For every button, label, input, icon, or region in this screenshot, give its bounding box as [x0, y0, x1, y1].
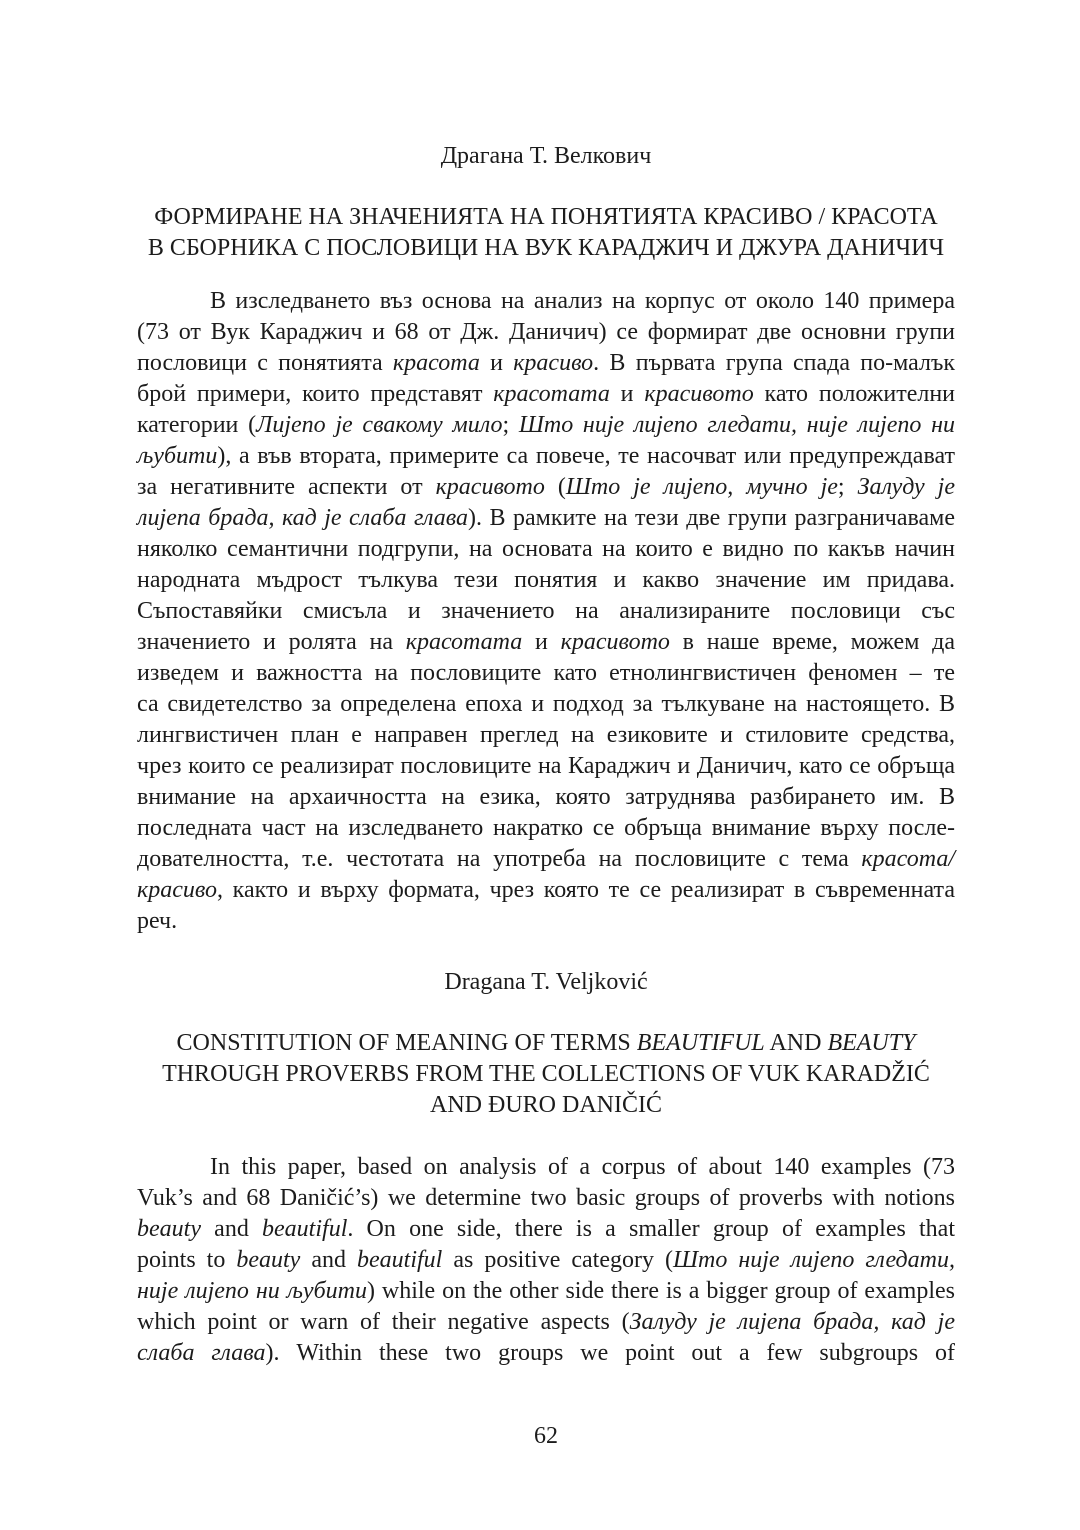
text-run: ). В рамките на тези две групи разграничаваме — [468, 505, 955, 531]
title-line — [137, 1090, 955, 1121]
text-run: as positive category ( — [442, 1247, 673, 1273]
text-run: ), а във втората, примерите са повече, те насочват или предупреждават — [217, 443, 955, 469]
abstract-line — [137, 441, 955, 472]
abstract-line — [137, 472, 955, 503]
abstract-line-text — [137, 720, 955, 751]
abstract-line-text — [137, 410, 955, 441]
text-run: AND ĐURO DANIČIĆ — [430, 1092, 662, 1118]
abstract-line-text — [137, 596, 955, 627]
abstract-line — [137, 1276, 955, 1307]
text-run: ФОРМИРАНЕ НА ЗНАЧЕНИЯТА НА ПОНЯТИЯТА КРАСИВО / КРАСОТА — [154, 204, 938, 230]
text-run: последната част на изследването накратко се обръща внимание върху после- — [137, 815, 955, 841]
abstract-line — [210, 286, 955, 317]
text-run: points to — [137, 1247, 237, 1273]
text-run: лингвистичен план е направен преглед на езиковите и стиловите средства, — [137, 722, 955, 748]
abstract-line-text — [137, 1245, 955, 1276]
abstract-line-text — [137, 875, 955, 906]
abstract-line — [137, 658, 955, 689]
text-run: THROUGH PROVERBS FROM THE COLLECTIONS OF VUK KARADŽIĆ — [162, 1061, 930, 1087]
abstract-line-text — [137, 534, 955, 565]
abstract-line — [137, 689, 955, 720]
text-run: като положителни — [753, 381, 956, 407]
abstract-line-text — [137, 1338, 955, 1369]
abstract-line — [137, 782, 955, 813]
title-line — [137, 1059, 955, 1090]
text-run: ; — [502, 412, 519, 438]
text-run: са свидетелство за определена епоха и подход за тълкуване на настоящето. В — [137, 691, 955, 717]
italic-text-run: љубити — [137, 443, 218, 469]
abstract-line-text — [137, 503, 955, 534]
italic-text-run: красиво — [513, 350, 594, 376]
page-number: 62 — [534, 1423, 558, 1449]
italic-text-run: красивото — [560, 629, 670, 655]
text-run: народната мъдрост тълкува тези понятия и какво значение им придава. — [137, 567, 955, 593]
abstract-line-text — [137, 1307, 955, 1338]
abstract-line-text — [137, 844, 955, 875]
text-run: чрез които се реализират пословиците на Караджич и Даничич, като се обръща — [137, 753, 955, 779]
abstract-line-text — [137, 1276, 955, 1307]
abstract-line — [137, 565, 955, 596]
abstract-line — [137, 534, 955, 565]
text-run: категории ( — [137, 412, 257, 438]
abstract-line — [137, 348, 955, 379]
text-run: and — [300, 1247, 358, 1273]
italic-text-run: красотата — [405, 629, 523, 655]
text-run: и — [609, 381, 645, 407]
abstract-line-text — [137, 441, 955, 472]
italic-text-run: Што није лијепо гледати, — [672, 1247, 955, 1273]
abstract-line — [137, 379, 955, 410]
text-run: AND — [764, 1030, 828, 1056]
abstract-line — [137, 875, 955, 906]
italic-text-run: красота/ — [861, 846, 955, 872]
abstract-line — [137, 1183, 955, 1214]
text-run: изведем и важността на пословиците като етнолингвистичен феномен – те — [137, 660, 955, 686]
abstract-line-text — [137, 1183, 955, 1214]
text-run: Vuk’s and 68 Daničić’s) we determine two basic groups of proverbs with notions — [137, 1185, 955, 1211]
italic-text-run: красивото — [435, 474, 545, 500]
italic-text-run: лијепа брада, кад је слаба глава — [137, 505, 469, 531]
text-run: . В първата група спада по-малък — [593, 350, 956, 376]
abstract-line — [210, 1152, 955, 1183]
abstract-line-text — [137, 782, 955, 813]
abstract-line-text — [137, 689, 955, 720]
italic-text-run: красивото — [644, 381, 754, 407]
title-line-text — [154, 202, 937, 233]
text-run: and — [200, 1216, 263, 1242]
article-title-bulgarian — [137, 202, 955, 264]
text-run: няколко семантични подгрупи, на основата на които е видно по какъв начин — [137, 536, 955, 562]
abstract-line-text — [137, 348, 955, 379]
text-run: ). Within these two groups we point out a few subgroups of — [265, 1340, 955, 1366]
title-line-text — [177, 1028, 916, 1059]
abstract-line — [137, 503, 955, 534]
author-name-bulgarian: Драгана Т. Велкович — [440, 143, 652, 169]
italic-text-run: beauty — [236, 1247, 301, 1273]
italic-text-run: красиво — [137, 877, 217, 903]
italic-text-run: beauty — [137, 1216, 201, 1242]
abstract-line — [137, 596, 955, 627]
abstract-line-text — [137, 472, 955, 503]
text-run: ; — [837, 474, 858, 500]
italic-text-run: красотата — [493, 381, 610, 407]
italic-text-run: није лијепо ни љубити — [137, 1278, 367, 1304]
title-line-text — [430, 1090, 662, 1121]
italic-text-run: beautiful — [357, 1247, 443, 1273]
italic-text-run: слаба глава — [137, 1340, 266, 1366]
text-run: In this paper, based on analysis of a corpus of about 140 examples (73 — [210, 1154, 955, 1180]
author-name-english: Dragana T. Veljković — [444, 969, 648, 995]
abstract-line — [137, 627, 955, 658]
abstract-line-text — [137, 658, 955, 689]
text-run: реч. — [137, 908, 178, 934]
abstract-line — [137, 1338, 955, 1369]
abstract-line-text — [137, 627, 955, 658]
text-run: брой примери, които представят — [137, 381, 494, 407]
title-line — [137, 233, 955, 264]
abstract-english — [137, 1152, 955, 1369]
article-title-english — [137, 1028, 955, 1121]
title-line-text — [148, 233, 944, 264]
title-line — [137, 202, 955, 233]
text-run: ) while on the other side there is a bigger group of examples — [366, 1278, 955, 1304]
text-run: , както и върху формата, чрез която те се реализират в съвременната — [216, 877, 955, 903]
abstract-line-text — [210, 286, 955, 317]
text-run: за негативните аспекти от — [137, 474, 436, 500]
abstract-line-text — [137, 317, 955, 348]
abstract-line-text — [137, 813, 955, 844]
text-run: ( — [544, 474, 566, 500]
text-run: В изследването въз основа на анализ на корпус от около 140 примера — [210, 288, 955, 314]
italic-text-run: BEAUTY — [827, 1030, 916, 1056]
text-run: внимание на архаичността на езика, която затруднява разбирането им. В — [137, 784, 955, 810]
abstract-line-text — [137, 565, 955, 596]
text-run: (73 от Вук Караджич и 68 от Дж. Даничич) се формират две основни групи — [137, 319, 955, 345]
text-run: в наше време, можем да — [669, 629, 955, 655]
text-run: Съпоставяйки смисъла и значението на анализираните пословици със — [137, 598, 955, 624]
text-run: CONSTITUTION OF MEANING OF TERMS — [176, 1030, 637, 1056]
italic-text-run: Залуду је — [857, 474, 955, 500]
text-run: В СБОРНИКА С ПОСЛОВИЦИ НА ВУК КАРАДЖИЧ И ДЖУРА ДАНИЧИЧ — [147, 235, 945, 261]
italic-text-run: Што није лијепо гледати, није лијепо ни — [518, 412, 955, 438]
abstract-bulgarian — [137, 286, 955, 937]
abstract-line — [137, 844, 955, 875]
text-run: значението и ролята на — [137, 629, 406, 655]
italic-text-run: Што је лијепо, мучно је — [565, 474, 838, 500]
text-run: which point or warn of their negative aspects ( — [137, 1309, 630, 1335]
abstract-line — [137, 906, 955, 937]
abstract-line — [137, 1214, 955, 1245]
title-line — [137, 1028, 955, 1059]
text-run: и — [479, 350, 514, 376]
abstract-line — [137, 317, 955, 348]
abstract-line-text — [137, 1214, 955, 1245]
abstract-line — [137, 813, 955, 844]
italic-text-run: Залуду је лијепа брада, кад је — [629, 1309, 955, 1335]
title-line-text — [162, 1059, 930, 1090]
abstract-line — [137, 410, 955, 441]
abstract-line — [137, 1307, 955, 1338]
italic-text-run: BEAUTIFUL — [636, 1030, 765, 1056]
abstract-line-text — [137, 379, 955, 410]
italic-text-run: красота — [392, 350, 480, 376]
abstract-line — [137, 1245, 955, 1276]
abstract-line-text — [210, 1152, 955, 1183]
abstract-line — [137, 720, 955, 751]
italic-text-run: Лијепо је свакому мило — [256, 412, 503, 438]
text-run: . On one side, there is a smaller group of examples that — [347, 1216, 956, 1242]
abstract-line-text — [137, 906, 177, 937]
abstract-line — [137, 751, 955, 782]
text-run: и — [522, 629, 561, 655]
text-run: пословици с понятията — [137, 350, 393, 376]
italic-text-run: beautiful — [262, 1216, 348, 1242]
text-run: дователността, т.е. честотата на употреба на пословиците с тема — [137, 846, 862, 872]
abstract-line-text — [137, 751, 955, 782]
